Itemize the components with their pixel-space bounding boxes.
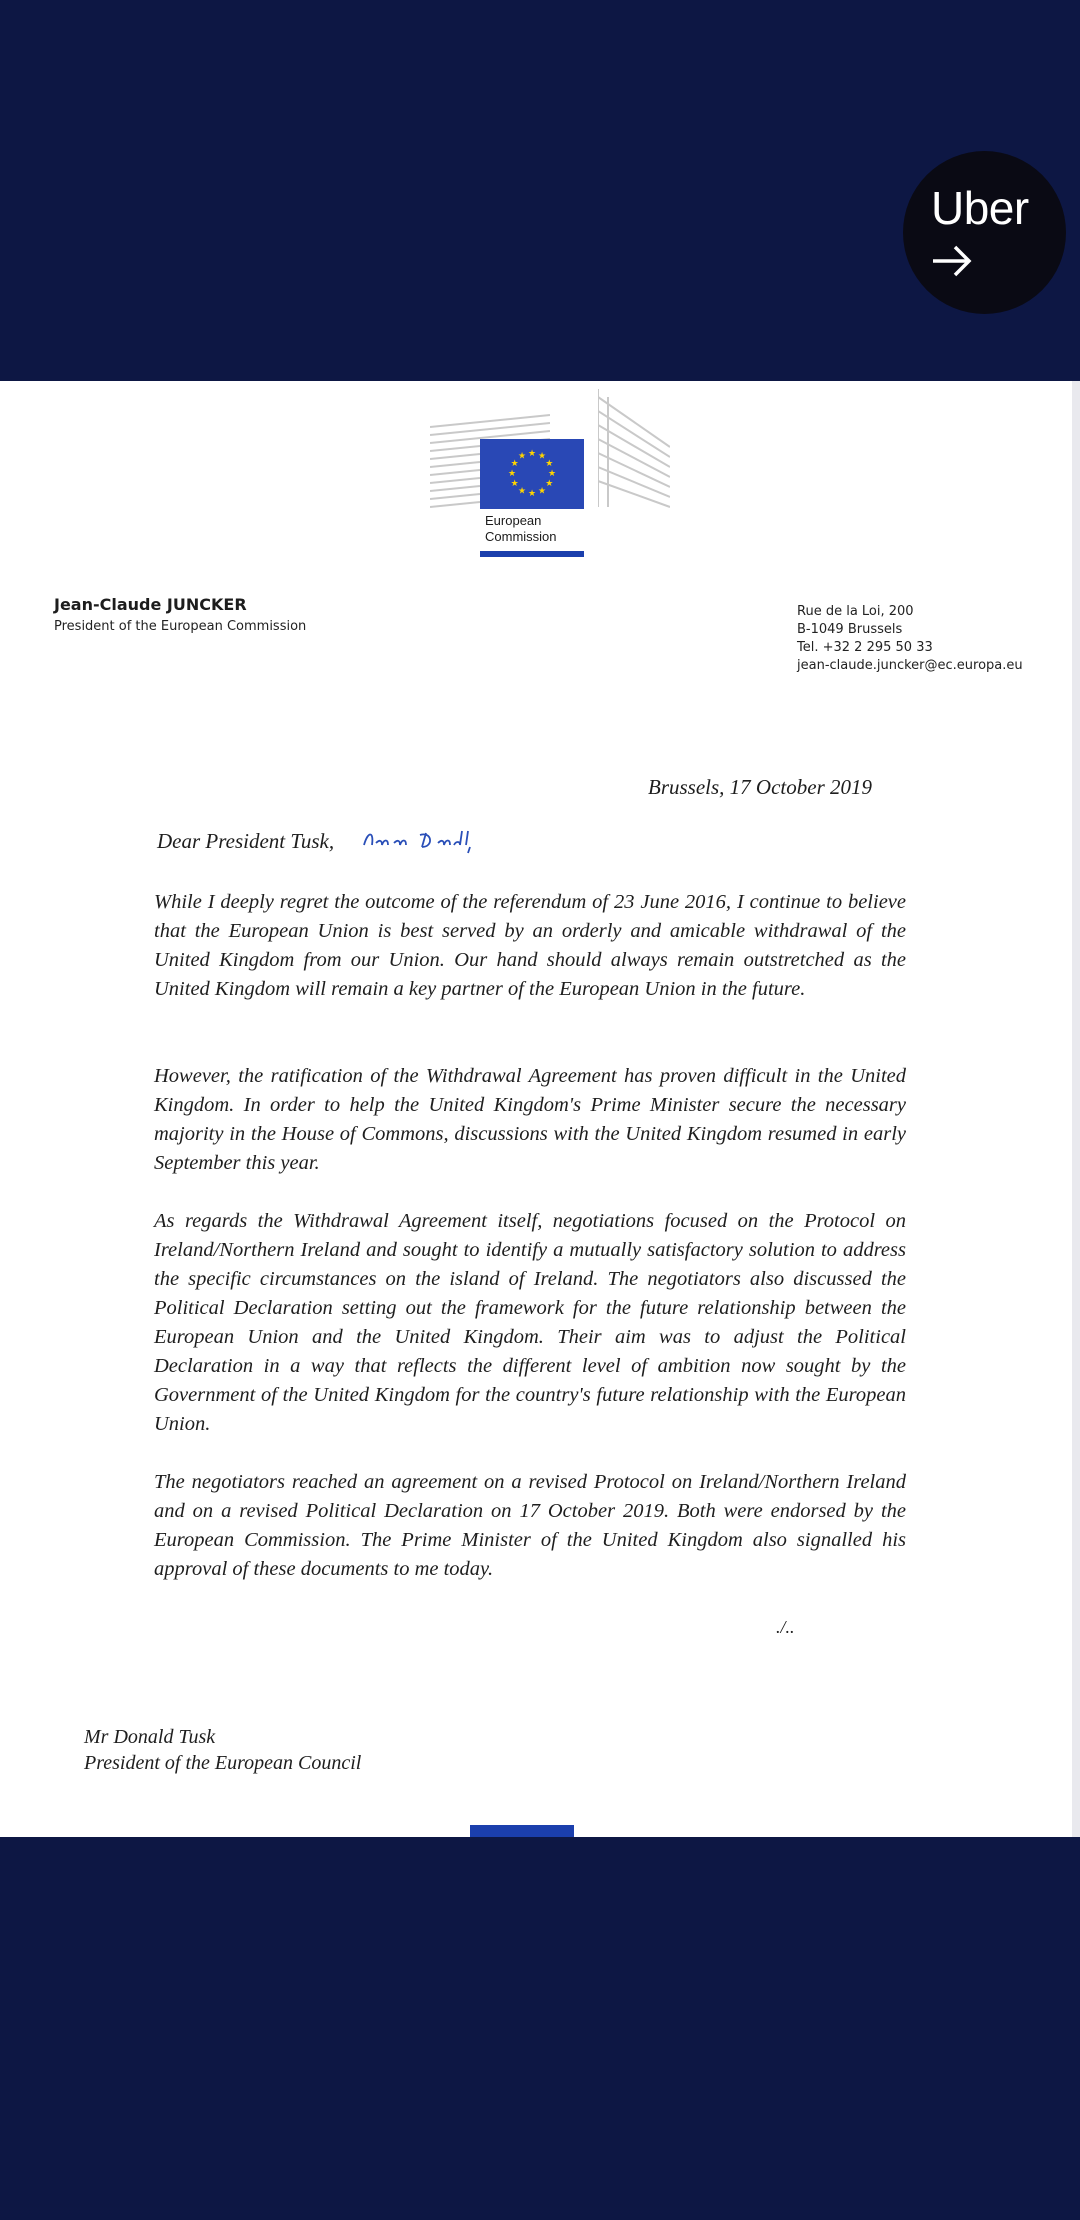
svg-text:★: ★ [527, 489, 537, 499]
svg-text:★: ★ [547, 469, 557, 479]
recipient-name: Mr Donald Tusk [84, 1726, 216, 1748]
svg-text:★: ★ [517, 451, 527, 462]
eu-stars [480, 439, 584, 509]
handwritten-greeting [360, 825, 500, 855]
eu-flag [480, 439, 584, 509]
logo-underline [480, 551, 584, 557]
paragraph-2: However, the ratification of the Withdrawal Agreement has proven difficult in the United Kingdom. In order to help the United Kingdom's Prime Minister secure the necessary majority in the House of Commons, discussions with the United Kingdom resumed in early September this year. [154, 1065, 906, 1174]
svg-text:★: ★ [517, 486, 527, 497]
sender-address [797, 603, 1023, 675]
paragraph-1: While I deeply regret the outcome of the referendum of 23 June 2016, I continue to believe that the European Union is best served by an orderly and amicable withdrawal of the United Kingdom from our Union. Our hand should always remain outstretched as the United Kingdom will remain a key partner of the European Union in the future. [154, 891, 906, 1000]
continuation-mark: ./.. [776, 1617, 795, 1637]
address-street: Rue de la Loi, 200 [797, 604, 914, 619]
svg-text:★: ★ [510, 459, 519, 469]
bottom-background [0, 1837, 1080, 2220]
recipient-block [84, 1724, 361, 1776]
paragraph-4: The negotiators reached an agreement on a revised Protocol on Ireland/Northern Ireland and on a revised Political Declaration on 17 October 2019. Both were endorsed by the European Commission. The Prime Minister of the United Kingdom also signalled his approval of these documents to me today. [154, 1471, 906, 1580]
arrow-right-icon [931, 239, 975, 283]
address-tel: Tel. +32 2 295 50 33 [797, 640, 933, 655]
svg-text:★: ★ [545, 459, 554, 469]
salutation: Dear President Tusk, [157, 829, 335, 853]
letter-page [0, 381, 1072, 1837]
logo-building-stripes-right [598, 387, 670, 517]
logo-line-2: Commission [485, 529, 557, 544]
svg-text:★: ★ [537, 451, 547, 462]
recipient-title: President of the European Council [84, 1752, 362, 1774]
address-email: jean-claude.juncker@ec.europa.eu [797, 658, 1023, 673]
european-commission-logo [430, 387, 670, 547]
logo-line-1: European [485, 513, 542, 528]
svg-text:★: ★ [510, 479, 519, 489]
sender-title: President of the European Commission [54, 619, 307, 634]
uber-button-label: Uber [931, 182, 1029, 234]
address-city: B-1049 Brussels [797, 622, 903, 637]
svg-text:★: ★ [507, 469, 517, 479]
uber-promo-button[interactable] [903, 151, 1066, 314]
paragraph-3: As regards the Withdrawal Agreement itself, negotiations focused on the Protocol on Ireland/Northern Ireland and sought to identify a mutually satisfactory solution to address the specific circumstances on the island of Ireland. The negotiators also discussed the Political Declaration setting out the framework for the future relationship between the European Union and the United Kingdom. Their aim was to adjust the Political Declaration in a way that reflects the different level of ambition now sought by the Government of the United Kingdom for the country's future relationship with the European Union. [154, 1210, 906, 1435]
page-edge-shadow [1072, 381, 1080, 1837]
svg-text:★: ★ [545, 479, 554, 489]
footer-logo-bar [470, 1825, 574, 1837]
svg-text:★: ★ [527, 449, 537, 459]
svg-text:★: ★ [537, 486, 547, 497]
letter-date: Brussels, 17 October 2019 [648, 775, 872, 799]
sender-name: Jean-Claude JUNCKER [54, 595, 247, 614]
logo-wordmark [485, 513, 595, 545]
